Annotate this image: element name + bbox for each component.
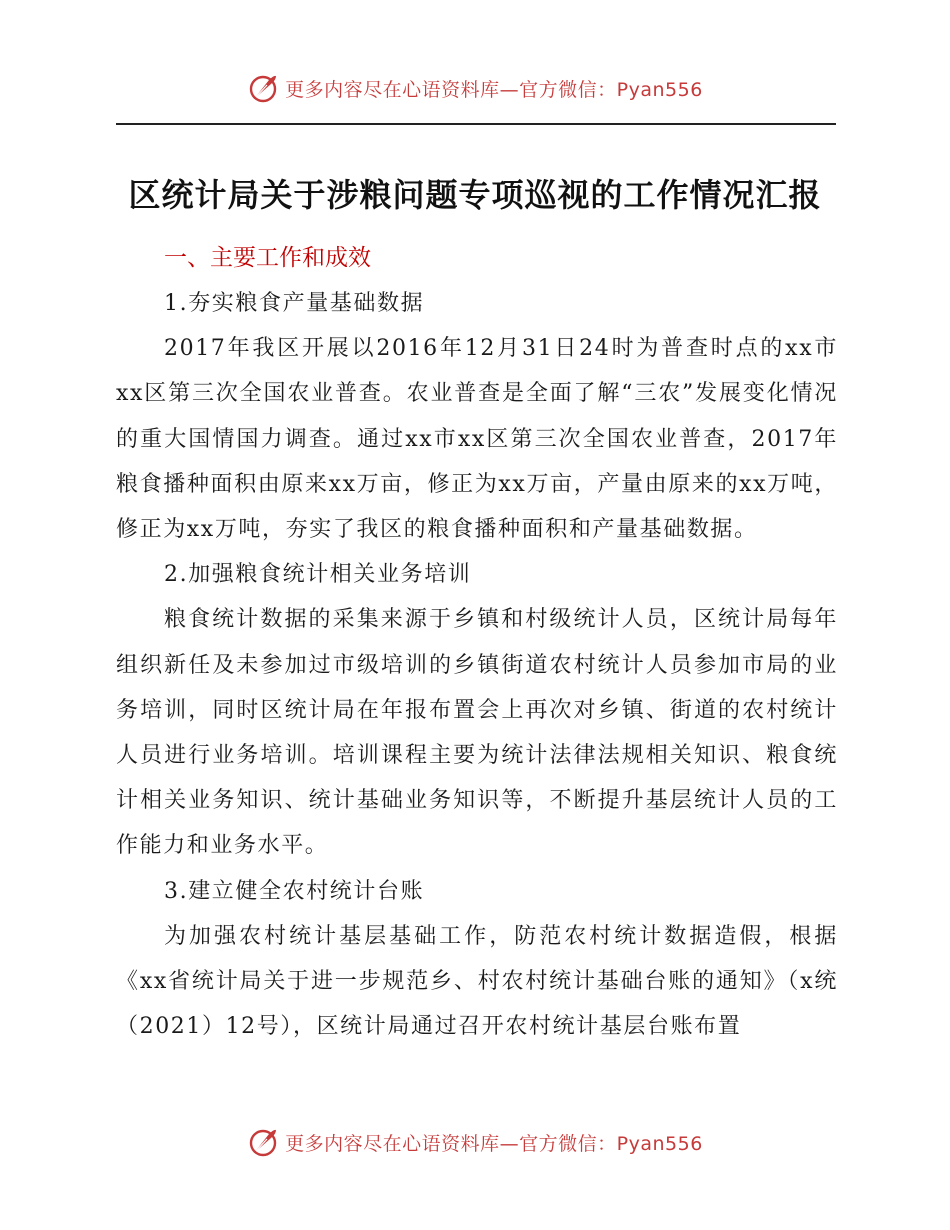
item-paragraph: 粮食统计数据的采集来源于乡镇和村级统计人员，区统计局每年组织新任及未参加过市级培训的乡镇街道农村统计人员参加市局的业务培训，同时区统计局在年报布置会上再次对乡镇、街道的农村统计人员进行业务培训。培训课程主要为统计法律法规相关知识、粮食统计相关业务知识、统计基础业务知识等，不断提升基层统计人员的工作能力和业务水平。	[116, 607, 838, 859]
quill-logo-icon	[247, 1126, 279, 1158]
document-body	[116, 235, 838, 1049]
document-title: 区统计局关于涉粮问题专项巡视的工作情况汇报	[128, 176, 822, 214]
item-heading: 1.夯实粮食产量基础数据	[164, 291, 425, 316]
item-paragraph: 为加强农村统计基层基础工作，防范农村统计数据造假，根据《xx省统计局关于进一步规范乡、村农村统计基础台账的通知》（x统（2021）12号），区统计局通过召开农村统计基层台账布置	[116, 923, 838, 1040]
watermark-banner	[247, 72, 703, 104]
item-heading: 3.建立健全农村统计台账	[164, 878, 425, 904]
page-header-watermark	[0, 68, 950, 108]
header-divider	[116, 123, 836, 125]
page-footer-watermark	[0, 1122, 950, 1162]
watermark-text: 更多内容尽在心语资料库—官方微信：Pyan556	[285, 78, 703, 101]
item-heading: 2.加强粮食统计相关业务培训	[164, 562, 472, 588]
quill-logo-icon	[247, 72, 279, 104]
item-paragraph: 2017年我区开展以2016年12月31日24时为普查时点的xx市xx区第三次全国农业普查。农业普查是全面了解“三农”发展变化情况的重大国情国力调查。通过xx市xx区第三次全国农业普查，2017年粮食播种面积由原来xx万亩，修正为xx万亩，产量由原来的xx万吨，修正为xx万吨，夯实了我区的粮食播种面积和产量基础数据。	[116, 336, 838, 543]
section-heading: 一、主要工作和成效	[164, 245, 371, 271]
watermark-banner	[247, 1126, 703, 1158]
watermark-text: 更多内容尽在心语资料库—官方微信：Pyan556	[285, 1132, 703, 1155]
